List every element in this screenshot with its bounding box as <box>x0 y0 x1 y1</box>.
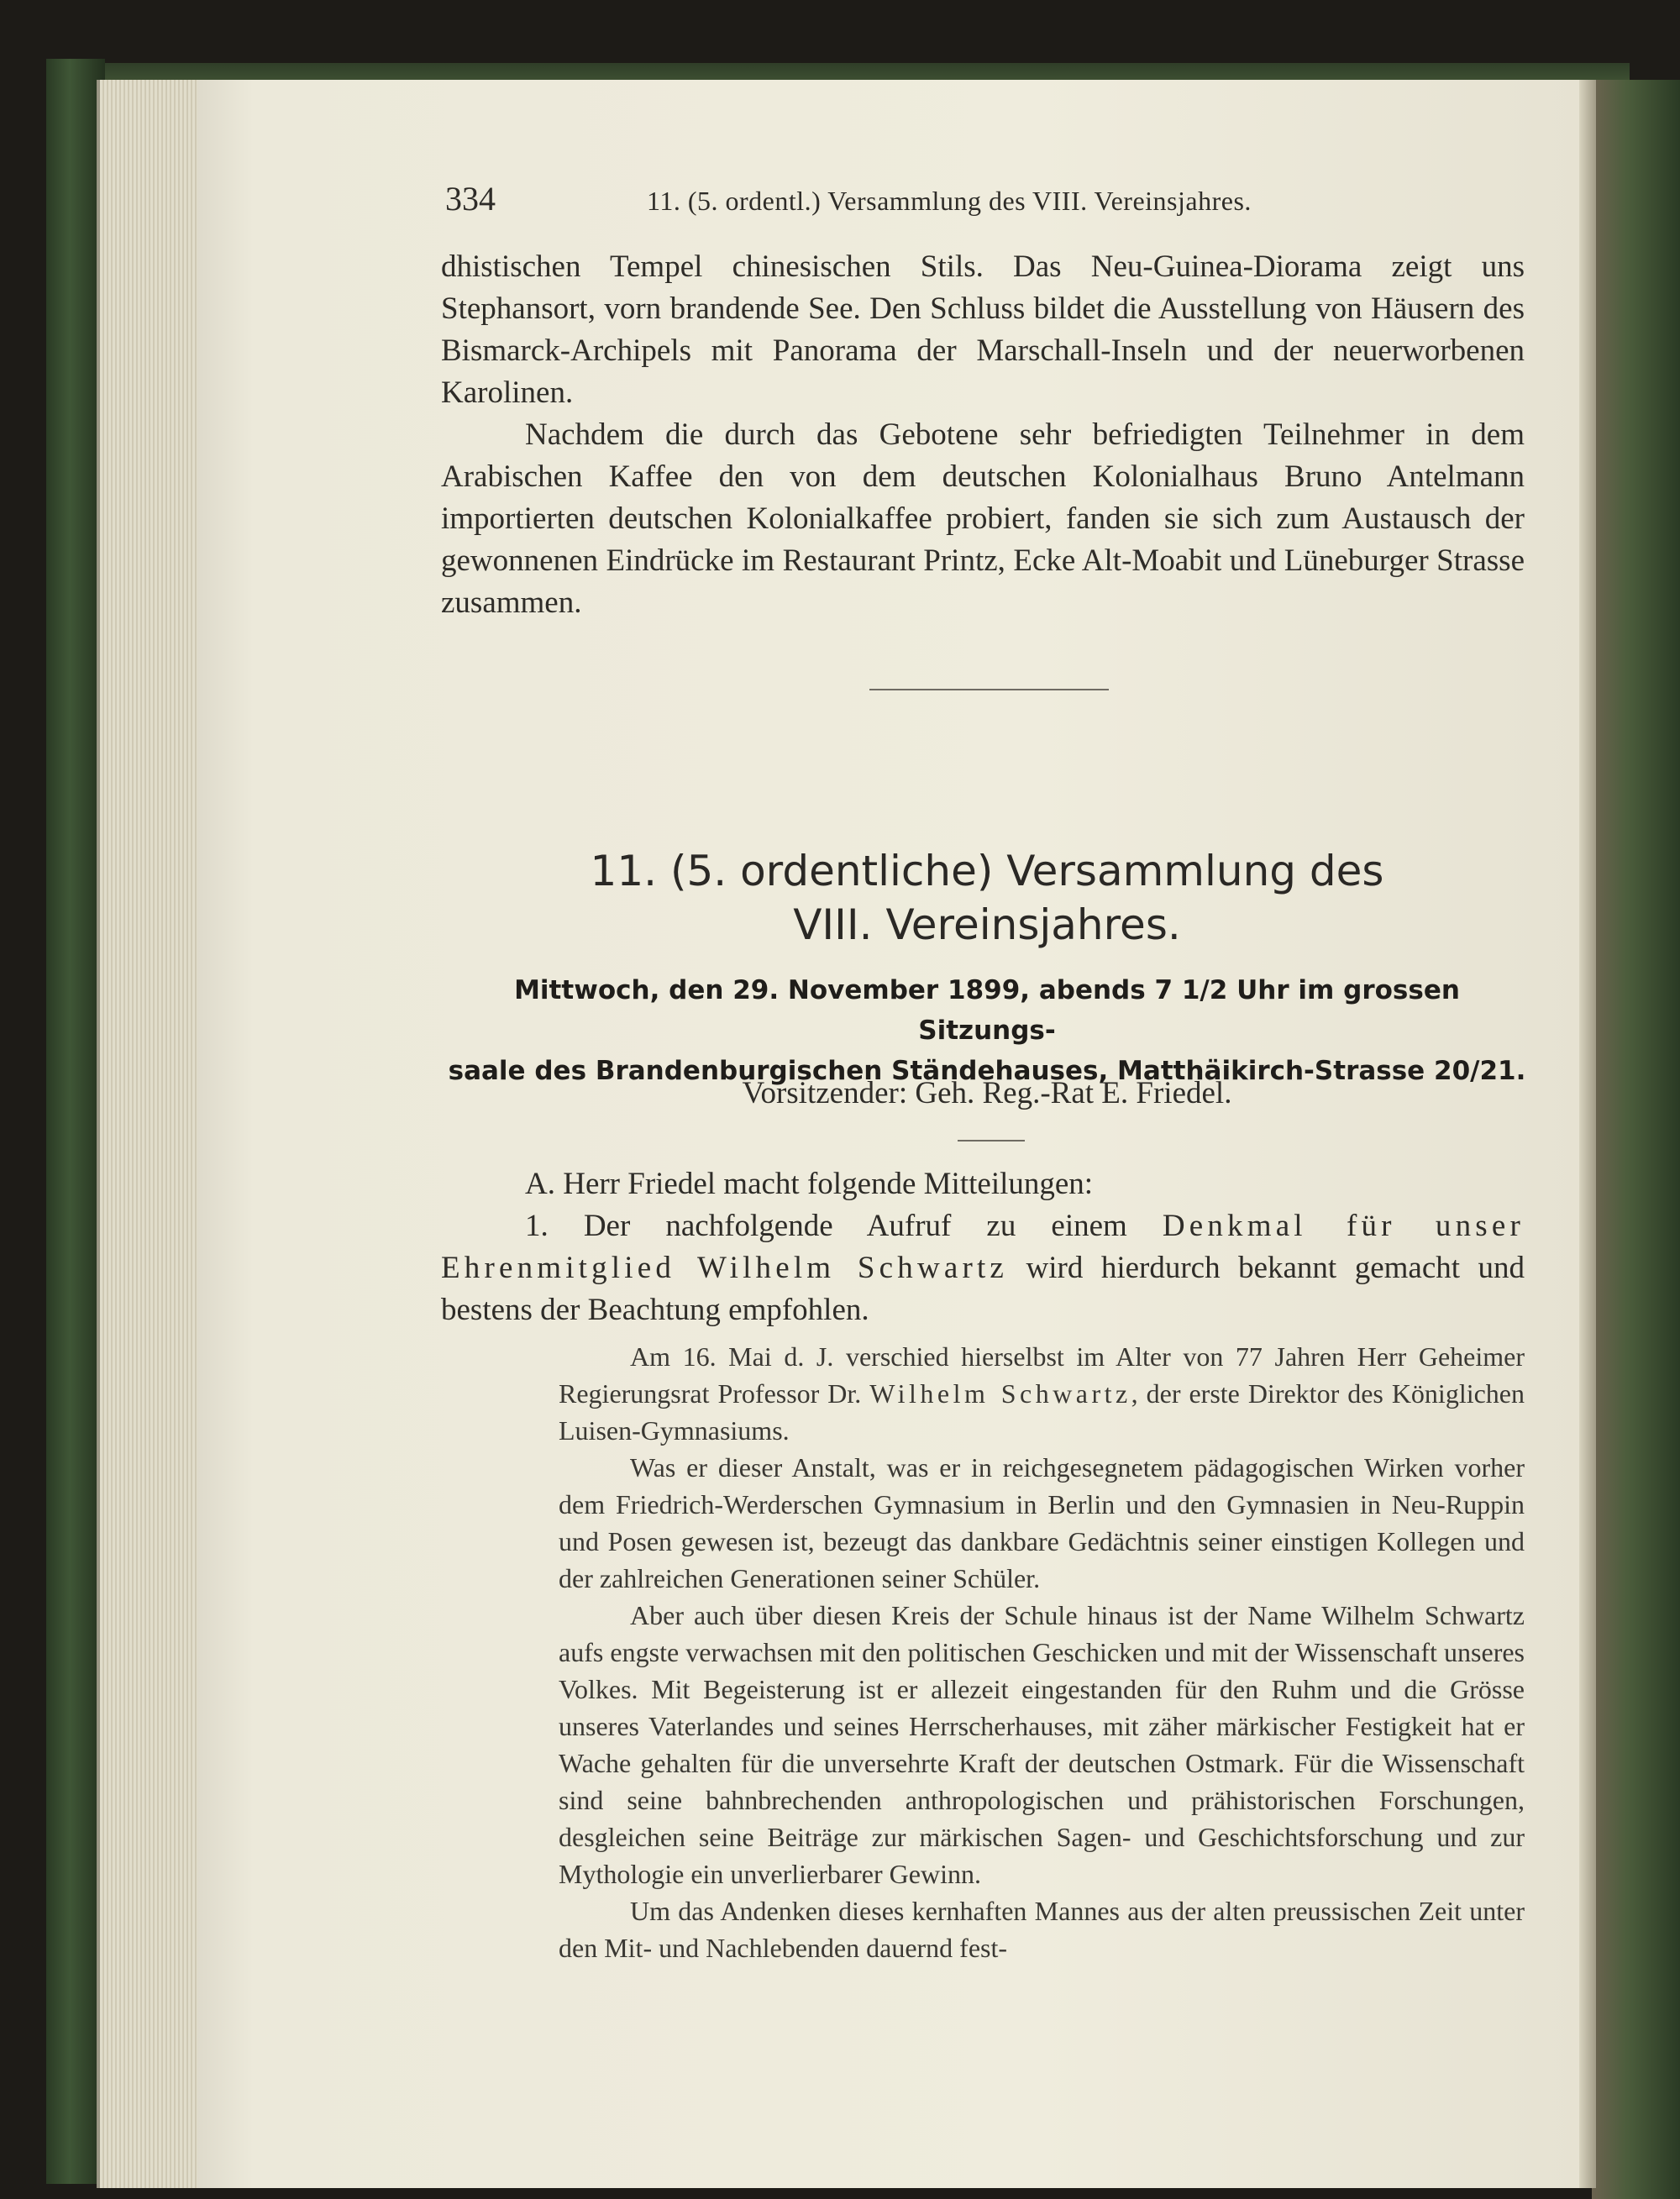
intro-paragraph-1: dhistischen Tempel chinesischen Stils. Das Neu-Guinea-Diorama zeigt uns Stephansort, vorn brandende See. Den Schluss bildet die Ausstellung von Häusern des Bismarck-Archipels mit Panorama der Marschall-Inseln und der neuerworbenen Karolinen. <box>441 249 1525 410</box>
quote-paragraph-1 <box>559 1338 1525 1449</box>
intro-paragraph-2: Nachdem die durch das Gebotene sehr befriedigten Teilnehmer in dem Arabischen Kaffee den von dem deutschen Kolonialhaus Bruno Antelmann importierten deutschen Kolonialkaffee probiert, fanden sie sich zum Austausch der gewonnenen Eindrücke im Restaurant Printz, Ecke Alt-Moabit und Lüneburger Strasse zusammen. <box>441 417 1525 620</box>
quote-p1-name: Wilhelm Schwartz <box>869 1378 1131 1409</box>
meeting-line-1: Mittwoch, den 29. November 1899, abends 7 1/2 Uhr im grossen Sitzungs- <box>514 975 1460 1046</box>
section-heading-line-1: 11. (5. ordentliche) Versammlung des <box>590 847 1384 895</box>
item-1-text-c: wird hierdurch bekannt gemacht und bestens der Beachtung empfohlen. <box>441 1251 1525 1327</box>
quoted-appeal <box>559 1338 1525 1966</box>
meeting-line-2: saale des Brandenburgischen Ständehauses, Matthäikirch-Strasse 20/21. <box>448 1056 1526 1086</box>
page-gutter <box>1579 80 1596 2188</box>
book-page <box>197 80 1596 2188</box>
item-1-emphasis: Denkmal für unser Ehrenmitglied Wilhelm Schwartz <box>441 1209 1525 1285</box>
chairman-line: Vorsitzender: Geh. Reg.-Rat E. Friedel. <box>742 1076 1232 1110</box>
page-edges <box>97 80 209 2188</box>
quote-paragraph-3: Aber auch über diesen Kreis der Schule hinaus ist der Name Wilhelm Schwartz aufs engste verwachsen mit den politischen Geschicken und mit der Wissenschaft unseres Volkes. Mit Begeisterung ist er allezeit eingestanden für den Ruhm und die Grösse unseres Vaterlandes und seines Herrscherhauses, mit zäher märkischer Festigkeit hat er Wache gehalten für die unversehrte Kraft der deutschen Ostmark. Für die Wissenschaft sind seine bahnbrechenden anthropologischen und prähistorischen Forschungen, desgleichen seine Beiträge zur märkischen Sagen- und Geschichtsforschung und zur Mythologie ein unverlierbarer Gewinn. <box>559 1600 1525 1889</box>
section-heading <box>441 844 1533 952</box>
quote-p1-c: , der erste Direktor des Königlichen Luisen-Gymnasiums. <box>559 1378 1525 1446</box>
quote-p1-a: Am 16. Mai d. J. verschied hierselbst im Alter von 77 Jahren Herr Geheimer Regierungsrat Professor Dr. <box>559 1341 1525 1409</box>
item-1 <box>441 1205 1525 1331</box>
short-divider <box>958 1140 1025 1141</box>
page-number: 334 <box>445 180 496 218</box>
section-heading-line-2: VIII. Vereinsjahres. <box>793 900 1181 949</box>
intro-text <box>441 246 1525 624</box>
item-1-text-a: 1. Der nachfolgende Aufruf zu einem <box>525 1209 1163 1243</box>
section-a-intro: A. Herr Friedel macht folgende Mitteilungen: <box>525 1167 1094 1201</box>
quote-paragraph-4: Um das Andenken dieses kernhaften Mannes aus der alten preussischen Zeit unter den Mit- und Nachlebenden dauernd fest- <box>559 1896 1525 1963</box>
section-divider <box>869 689 1109 690</box>
book-cover-right <box>1592 80 1680 2199</box>
quote-paragraph-2: Was er dieser Anstalt, was er in reichgesegnetem pädagogischen Wirken vorher dem Friedrich-Werderschen Gymnasium in Berlin und den Gymnasien in Neu-Ruppin und Posen gewesen ist, bezeugt das dankbare Gedächtnis seiner einstigen Kollegen und der zahlreichen Generationen seiner Schüler. <box>559 1452 1525 1593</box>
section-a <box>441 1163 1525 1331</box>
running-head: 11. (5. ordentl.) Versammlung des VIII. Vereinsjahres. <box>647 186 1252 216</box>
